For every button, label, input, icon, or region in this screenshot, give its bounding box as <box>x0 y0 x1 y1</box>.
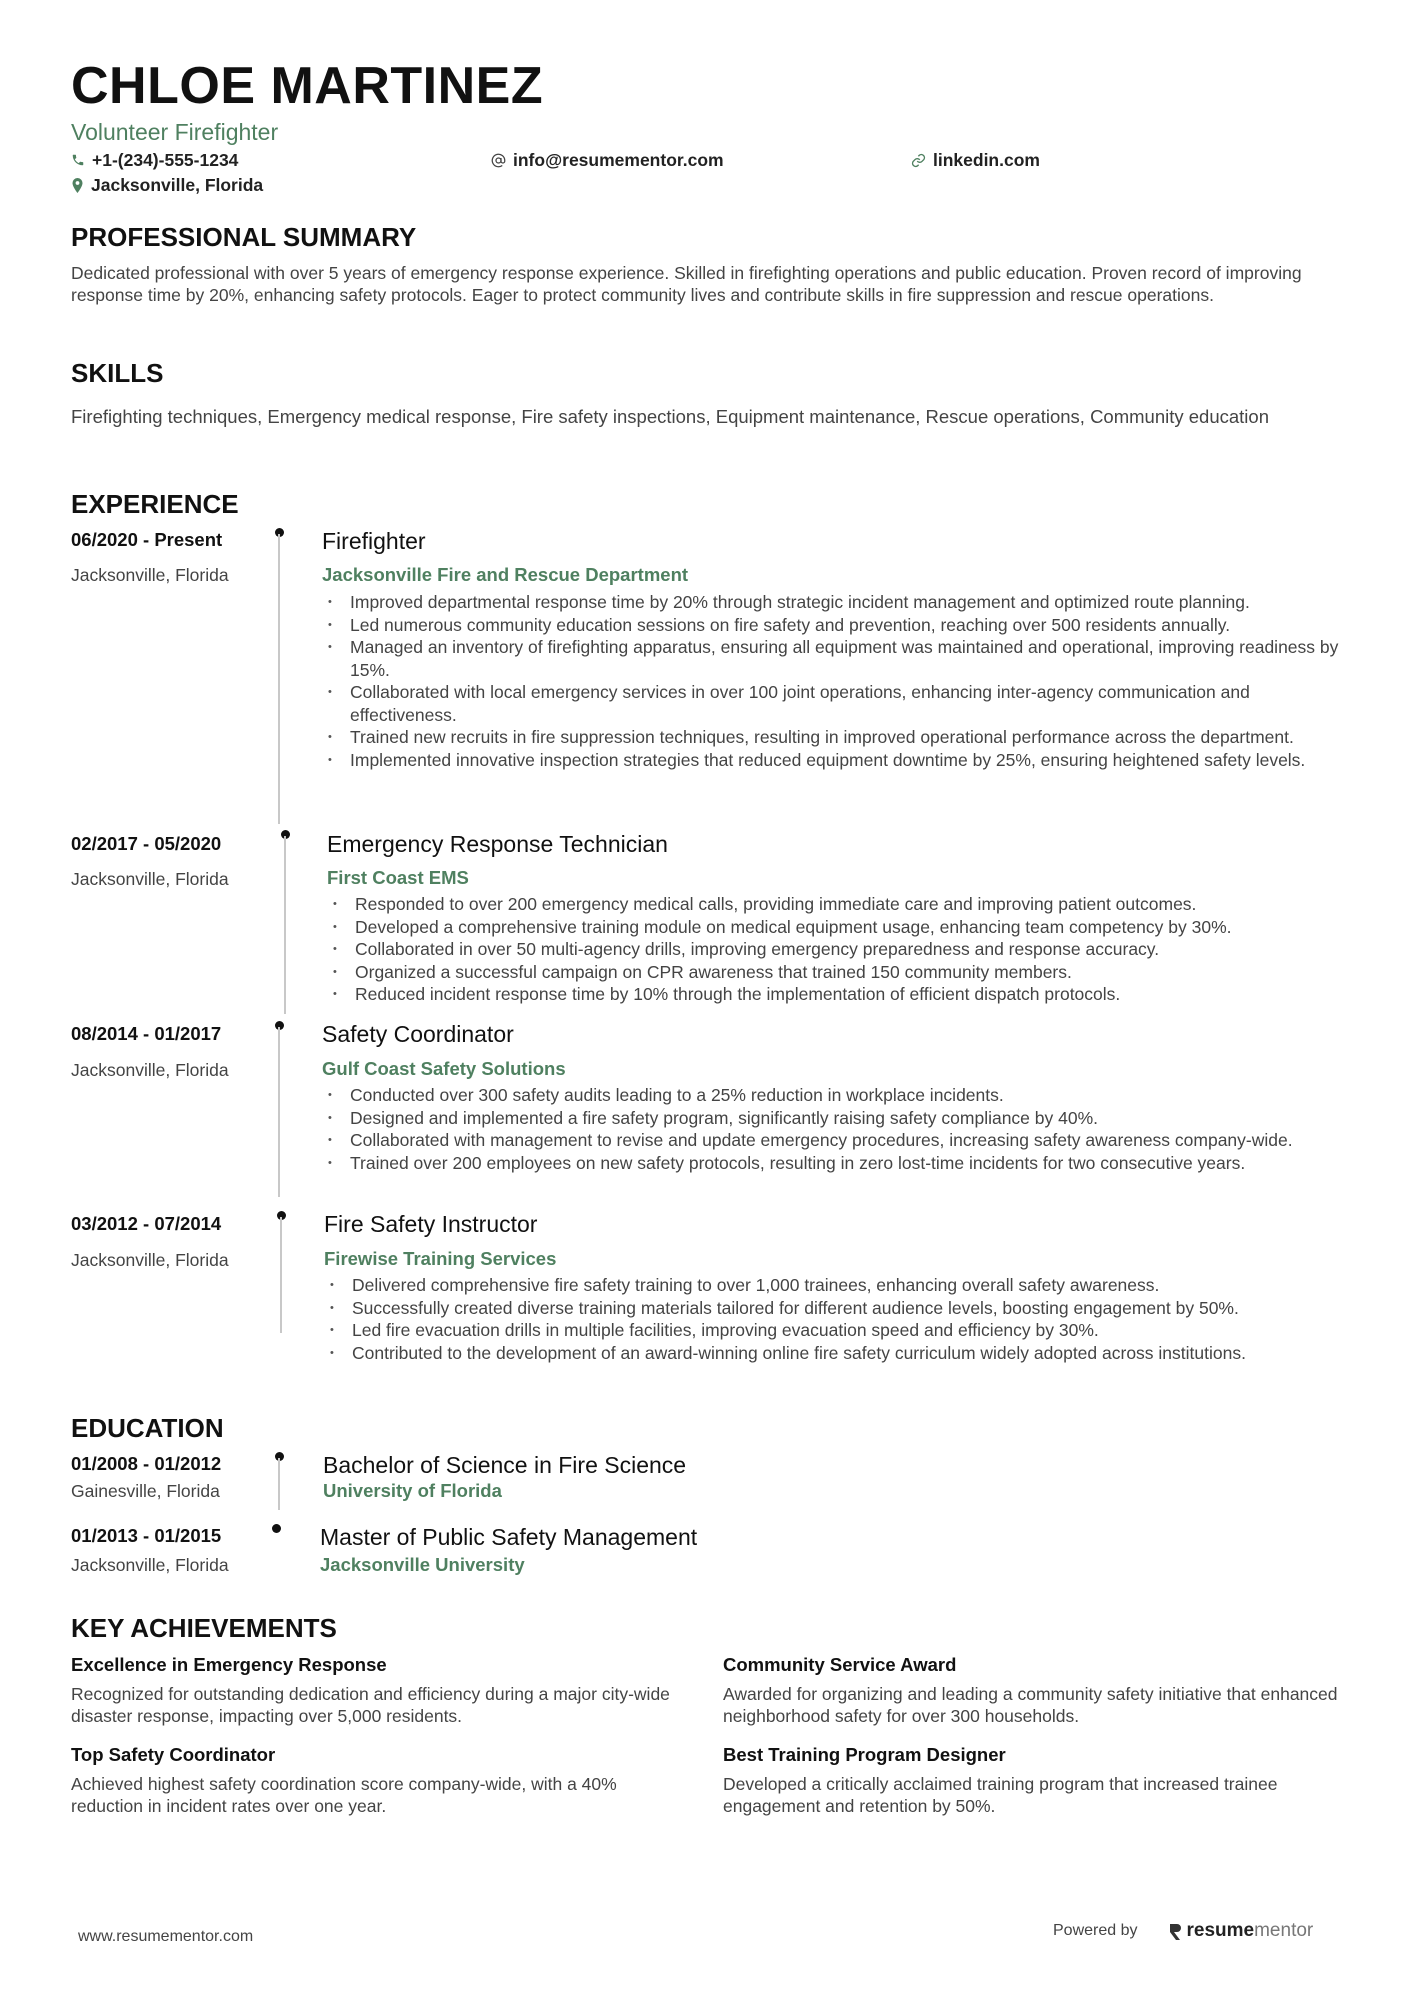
timeline-line <box>278 1027 280 1197</box>
job-title: Emergency Response Technician <box>327 831 668 857</box>
experience-heading: EXPERIENCE <box>71 489 239 519</box>
phone-icon <box>71 153 85 167</box>
map-pin-icon <box>71 178 84 193</box>
list-item: • Led fire evacuation drills in multiple facilities, improving evacuation speed and efficiency by 30%. <box>324 1319 1349 1342</box>
contact-phone[interactable] <box>71 149 238 171</box>
company-name: Gulf Coast Safety Solutions <box>322 1058 566 1079</box>
brand-name-light: mentor <box>1254 1920 1314 1941</box>
list-item: • Delivered comprehensive fire safety training to over 1,000 trainees, enhancing overall safety awareness. <box>324 1274 1349 1297</box>
experience-dates: 08/2014 - 01/2017 <box>71 1023 222 1044</box>
company-name: First Coast EMS <box>327 867 469 888</box>
list-item: • Designed and implemented a fire safety program, significantly raising safety compliance by 40%. <box>322 1107 1352 1130</box>
list-item: • Conducted over 300 safety audits leading to a 25% reduction in workplace incidents. <box>322 1084 1352 1107</box>
experience-location: Jacksonville, Florida <box>71 869 229 889</box>
achievement-text: Achieved highest safety coordination score company-wide, with a 40% reduction in incident rates over one year. <box>71 1774 617 1816</box>
company-name: Firewise Training Services <box>324 1248 557 1269</box>
powered-by-text: Powered by <box>1053 1922 1138 1939</box>
company-name: Jacksonville Fire and Rescue Department <box>322 564 689 585</box>
list-item: • Responded to over 200 emergency medical calls, providing immediate care and improving patient outcomes. <box>327 893 1347 916</box>
list-item: • Managed an inventory of firefighting apparatus, ensuring all equipment was maintained and operational, improving readiness by 15%. <box>322 636 1352 681</box>
location-text: Jacksonville, Florida <box>91 175 264 195</box>
list-item: • Trained new recruits in fire suppression techniques, resulting in improved operational performance across the department. <box>322 726 1352 749</box>
job-title: Firefighter <box>322 528 426 554</box>
achievement-title: Community Service Award <box>723 1654 957 1675</box>
achievement-text: Developed a critically acclaimed training program that increased trainee engagement and retention by 50%. <box>723 1774 1278 1816</box>
job-title: Fire Safety Instructor <box>324 1211 538 1237</box>
summary-text: Dedicated professional with over 5 years of emergency response experience. Skilled in firefighting operations and public education. Proven record of improving response time by 20%, enhancing safety protocols. Eager to protect community lives and contribute skills in fire suppression and rescue operations. <box>71 263 1302 305</box>
experience-location: Jacksonville, Florida <box>71 1250 229 1270</box>
list-item: • Developed a comprehensive training module on medical equipment usage, enhancing team competency by 30%. <box>327 916 1347 939</box>
brand-name-bold: resume <box>1186 1920 1255 1941</box>
list-item: • Improved departmental response time by 20% through strategic incident management and optimized route planning. <box>322 591 1352 614</box>
experience-dates: 02/2017 - 05/2020 <box>71 833 222 854</box>
list-item: • Collaborated in over 50 multi-agency drills, improving emergency preparedness and response accuracy. <box>327 938 1347 961</box>
education-location: Gainesville, Florida <box>71 1481 220 1501</box>
experience-bullets <box>324 1274 1349 1364</box>
education-dates: 01/2008 - 01/2012 <box>71 1453 222 1474</box>
list-item: • Organized a successful campaign on CPR awareness that trained 150 community members. <box>327 961 1347 984</box>
school-name: Jacksonville University <box>320 1554 525 1575</box>
skills-text: Firefighting techniques, Emergency medical response, Fire safety inspections, Equipment maintenance, Rescue operations, Community education <box>71 406 1269 427</box>
experience-location: Jacksonville, Florida <box>71 1060 229 1080</box>
email-text: info@resumementor.com <box>513 150 724 170</box>
experience-dates: 06/2020 - Present <box>71 529 223 550</box>
list-item: • Implemented innovative inspection strategies that reduced equipment downtime by 25%, ensuring heightened safety levels. <box>322 749 1352 772</box>
list-item: • Reduced incident response time by 10% through the implementation of efficient dispatch protocols. <box>327 983 1347 1006</box>
timeline-dot <box>272 1524 281 1533</box>
achievement-text: Awarded for organizing and leading a community safety initiative that enhanced neighborhood safety for over 300 households. <box>723 1684 1338 1726</box>
experience-dates: 03/2012 - 07/2014 <box>71 1213 222 1234</box>
linkedin-text: linkedin.com <box>933 150 1040 170</box>
summary-heading: PROFESSIONAL SUMMARY <box>71 222 417 252</box>
experience-bullets <box>322 1084 1352 1174</box>
degree-title: Master of Public Safety Management <box>320 1524 698 1550</box>
contact-location <box>71 174 263 196</box>
footer-branding <box>1053 1920 1313 1942</box>
timeline-line <box>284 836 286 1014</box>
candidate-name: CHLOE MARTINEZ <box>71 57 544 115</box>
brand-logo[interactable] <box>1168 1920 1314 1942</box>
list-item: • Trained over 200 employees on new safety protocols, resulting in zero lost-time incidents for two consecutive years. <box>322 1152 1352 1175</box>
education-heading: EDUCATION <box>71 1413 224 1443</box>
list-item: • Collaborated with local emergency services in over 100 joint operations, enhancing inter-agency communication and effectiveness. <box>322 681 1352 726</box>
list-item: • Led numerous community education sessions on fire safety and prevention, reaching over 500 residents annually. <box>322 614 1352 637</box>
achievement-text: Recognized for outstanding dedication and efficiency during a major city-wide disaster response, impacting over 5,000 residents. <box>71 1684 670 1726</box>
experience-bullets <box>327 893 1347 1006</box>
skills-heading: SKILLS <box>71 358 164 388</box>
resumementor-logo-icon <box>1168 1922 1183 1941</box>
education-location: Jacksonville, Florida <box>71 1555 229 1575</box>
achievements-heading: KEY ACHIEVEMENTS <box>71 1613 337 1643</box>
contact-email[interactable] <box>491 149 724 171</box>
achievement-title: Top Safety Coordinator <box>71 1744 276 1765</box>
experience-location: Jacksonville, Florida <box>71 565 229 585</box>
timeline-line <box>278 1458 280 1510</box>
list-item: • Successfully created diverse training materials tailored for different audience levels, boosting engagement by 50%. <box>324 1297 1349 1320</box>
school-name: University of Florida <box>323 1480 502 1501</box>
achievement-title: Excellence in Emergency Response <box>71 1654 387 1675</box>
timeline-line <box>278 534 280 824</box>
candidate-role: Volunteer Firefighter <box>71 119 279 145</box>
list-item: • Contributed to the development of an award-winning online fire safety curriculum widely adopted across institutions. <box>324 1342 1349 1365</box>
degree-title: Bachelor of Science in Fire Science <box>323 1452 687 1478</box>
job-title: Safety Coordinator <box>322 1021 514 1047</box>
list-item: • Collaborated with management to revise and update emergency procedures, increasing safety awareness company-wide. <box>322 1129 1352 1152</box>
experience-bullets <box>322 591 1352 771</box>
contact-linkedin[interactable] <box>911 149 1040 171</box>
footer-website[interactable]: www.resumementor.com <box>78 1928 254 1945</box>
timeline-line <box>280 1217 282 1333</box>
phone-text: +1-(234)-555-1234 <box>92 150 239 170</box>
education-dates: 01/2013 - 01/2015 <box>71 1525 222 1546</box>
achievement-title: Best Training Program Designer <box>723 1744 1006 1765</box>
link-icon <box>911 153 926 168</box>
at-sign-icon <box>491 153 506 168</box>
